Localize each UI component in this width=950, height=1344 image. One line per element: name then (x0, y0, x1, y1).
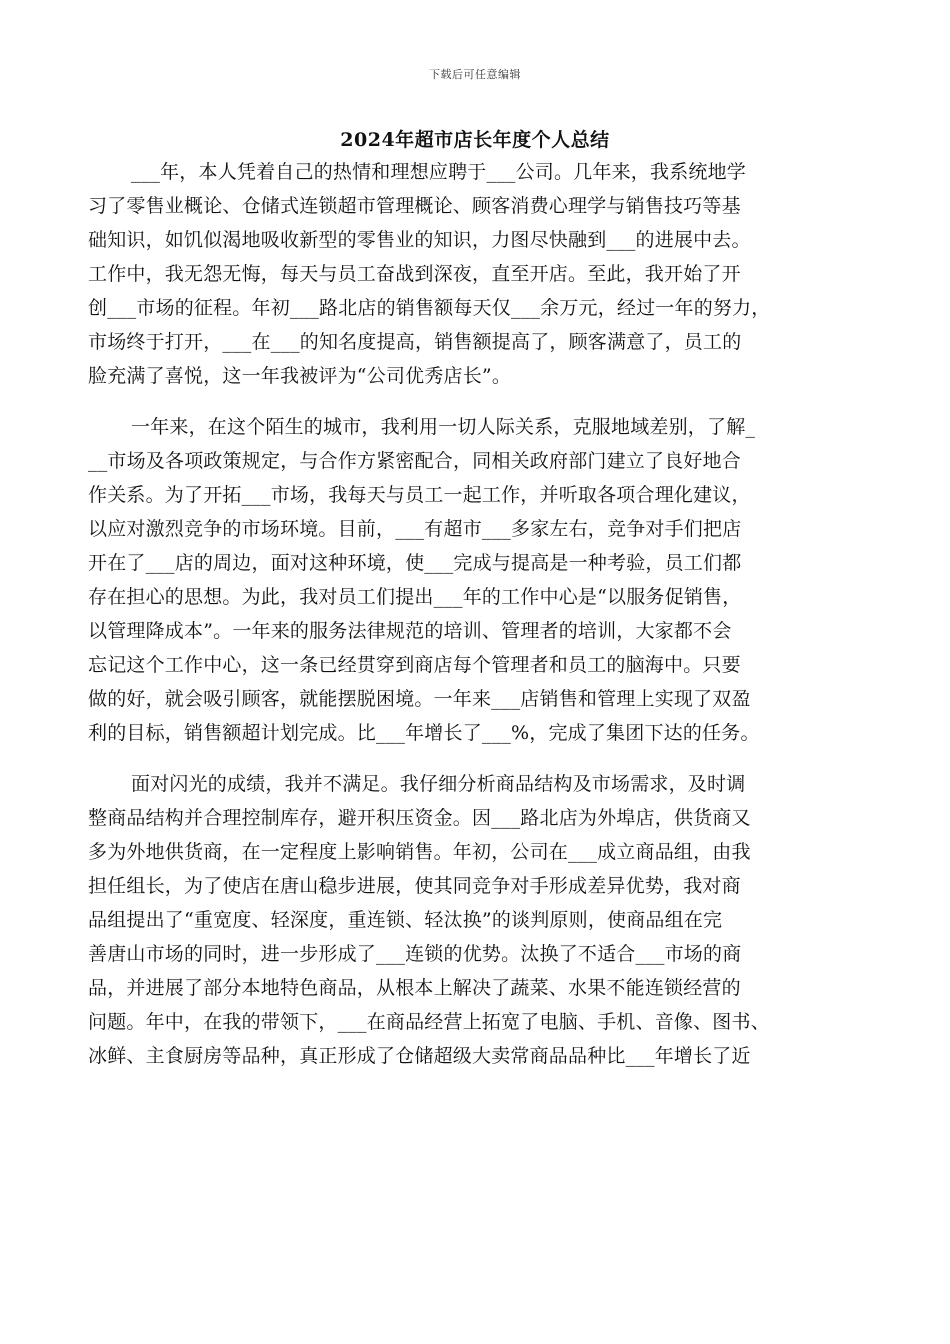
paragraph-line: 工作中，我无怨无悔，每天与员工奋战到深夜，直至开店。至此，我开始了开 (88, 263, 741, 285)
paragraph-line: 以管理降成本”。一年来的服务法律规范的培训、管理者的培训，大家都不会 (88, 620, 732, 642)
paragraph-line: 一年来，在这个陌生的城市，我利用一切人际关系，克服地域差别，了解_ (131, 416, 756, 438)
paragraph-line: 担任组长，为了使店在唐山稳步进展，使其同竞争对手形成差异优势，我对商 (88, 875, 741, 897)
paragraph (88, 767, 868, 1073)
paragraph-line: 创___市场的征程。年初___路北店的销售额每天仅___余万元，经过一年的努力， (88, 297, 771, 319)
paragraph-line: 市场终于打开，___在___的知名度提高，销售额提高了，顾客满意了，员工的 (88, 331, 742, 353)
paragraph-line: 品组提出了“重宽度、轻深度，重连锁、轻汰换”的谈判原则，使商品组在完 (88, 909, 723, 931)
paragraph-line: 冰鲜、主食厨房等品种，真正形成了仓储超级大卖常商品品种比___年增长了近 (88, 1045, 751, 1067)
paragraph-line: 多为外地供货商，在一定程度上影响销售。年初，公司在___成立商品组，由我 (88, 841, 751, 863)
header-note: 下载后可任意编辑 (429, 68, 521, 81)
paragraph-line: 做的好，就会吸引顾客，就能摆脱困境。一年来___店销售和管理上实现了双盈 (88, 688, 751, 710)
paragraph-line: ___年，本人凭着自己的热情和理想应聘于___公司。几年来，我系统地学 (131, 161, 747, 183)
paragraph-line: 以应对激烈竞争的市场环境。目前，___有超市___多家左右，竞争对手们把店 (88, 518, 742, 540)
paragraph-line: 整商品结构并合理控制库存，避开积压资金。因___路北店为外埠店，供货商又 (88, 807, 751, 829)
paragraph (88, 155, 868, 393)
paragraph-line: 习了零售业概论、仓储式连锁超市管理概论、顾客消费心理学与销售技巧等基 (88, 195, 741, 217)
paragraph-line: 础知识，如饥似渴地吸收新型的零售业的知识，力图尽快融到___的进展中去。 (88, 229, 751, 251)
document-body (88, 155, 868, 1090)
paragraph-line: 利的目标，销售额超计划完成。比___年增长了___%，完成了集团下达的任务。 (88, 722, 760, 744)
paragraph-line: 忘记这个工作中心，这一条已经贯穿到商店每个管理者和员工的脑海中。只要 (88, 654, 741, 676)
paragraph-line: 面对闪光的成绩，我并不满足。我仔细分析商品结构及市场需求，及时调 (131, 773, 746, 795)
paragraph-line: 问题。年中，在我的带领下，___在商品经营上拓宽了电脑、手机、音像、图书、 (88, 1011, 770, 1033)
paragraph-line: 品，并进展了部分本地特色商品，从根本上解决了蔬菜、水果不能连锁经营的 (88, 977, 741, 999)
paragraph-line: 存在担心的思想。为此，我对员工们提出___年的工作中心是“以服务促销售， (88, 586, 742, 608)
document-title: 2024年超市店长年度个人总结 (340, 129, 610, 151)
paragraph-line: 开在了___店的周边，面对这种环境，使___完成与提高是一种考验，员工们都 (88, 552, 742, 574)
paragraph (88, 410, 868, 750)
paragraph-line: 作关系。为了开拓___市场，我每天与员工一起工作，并听取各项合理化建议， (88, 484, 751, 506)
paragraph-line: __市场及各项政策规定，与合作方紧密配合，同相关政府部门建立了良好地合 (88, 450, 742, 472)
paragraph-line: 脸充满了喜悦，这一年我被评为“公司优秀店长”。 (88, 365, 512, 387)
paragraph-line: 善唐山市场的同时，进一步形成了___连锁的优势。汰换了不适合___市场的商 (88, 943, 742, 965)
